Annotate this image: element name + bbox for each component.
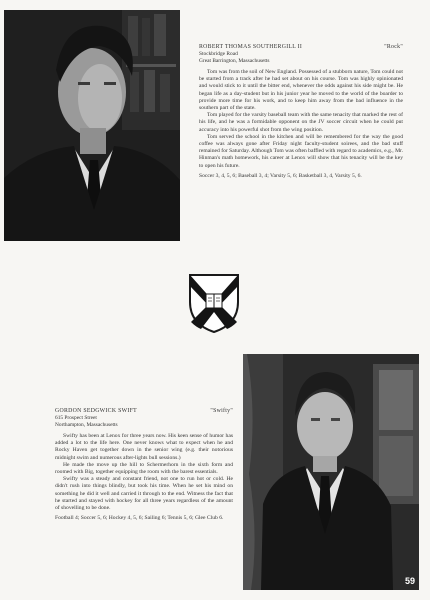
activities-top: Soccer 3, 4, 5, 6; Baseball 3, 4; Varsity 5, 6; Basketball 3, 4, Varsity 5, 6. [199,172,362,179]
bio-paragraph-bottom-3: Swifty was a steady and constant friend, not one to run hot or cold. He didn't rush into things blindly, but took his time. When he set his mind on something he did it well and carried it through to the end. Witness the fact that he started and stayed with hockey for all three years regardless of the amount of shovelling to be done. [55,476,233,512]
bio-paragraph-top-1: Tom was from the soil of New England. Possessed of a stubborn nature, Tom could not be started from a track after he had set about on his course. Tom was highly opinionated and would stick to it until the bitter end, whenever the odds against his side might be. He began life as a day-student but in his junior year he moved to the world of the boarder to provide more time for his work, and to keep him away from the bad influence in the southern part of the state. [199,69,403,112]
biography-top [199,44,403,180]
address-line2-top: Great Barrington, Massachusetts [199,57,270,64]
school-crest-icon [187,272,241,334]
portrait-photo-bottom [243,354,419,590]
student-name-top: ROBERT THOMAS SOUTHERGILL II [199,44,303,50]
nickname-top: "Rock" [384,44,403,50]
biography-bottom [55,408,233,522]
page-number: 59 [404,576,415,586]
portrait-photo-top [4,10,180,241]
bio-paragraph-top-3: Tom served the school in the kitchen and will be remembered for the way the good coffee was always gone after Friday night faculty-student soirees, and the bad stuff remained for Saturday. Although Tom was often baffled with regard to academics, e.g., Mr. Hinman's math homework, his career at Lenox will show that his tenacity will be the key to open his future. [199,133,403,169]
student-name-bottom: GORDON SEDGWICK SWIFT [55,408,137,414]
nickname-bottom: "Swifty" [210,408,233,414]
address-line1-top: Stockbridge Road [199,51,238,58]
address-line1-bottom: 615 Prospect Street [55,415,97,422]
address-line2-bottom: Northampton, Massachusetts [55,421,118,428]
activities-bottom: Football 4; Soccer 5, 6; Hockey 4, 5, 6; Sailing 6; Tennis 5, 6; Glee Club 6. [55,515,224,522]
bio-paragraph-bottom-1: Swifty has been at Lenox for three years now. His keen sense of humor has added a lot to the life here. One never knows what to expect when he and Rocky Haven get together down in the senior wing (e.g. their notorious midnight swim and numerous after-lights bull sessions.) [55,433,233,461]
bio-paragraph-bottom-2: He made the move up the hill to Schermerhorn in the sixth form and roomed with Big, together equipping the room with the barest essentials. [55,461,233,476]
name-row-top [199,44,403,51]
bio-paragraph-top-2: Tom played for the varsity baseball team with the same tenacity that marked the rest of his life, and he was a formidable opponent on the JV soccer circuit when he could put accuracy into his powerful shot from the wing position. [199,112,403,133]
name-row-bottom [55,408,233,415]
